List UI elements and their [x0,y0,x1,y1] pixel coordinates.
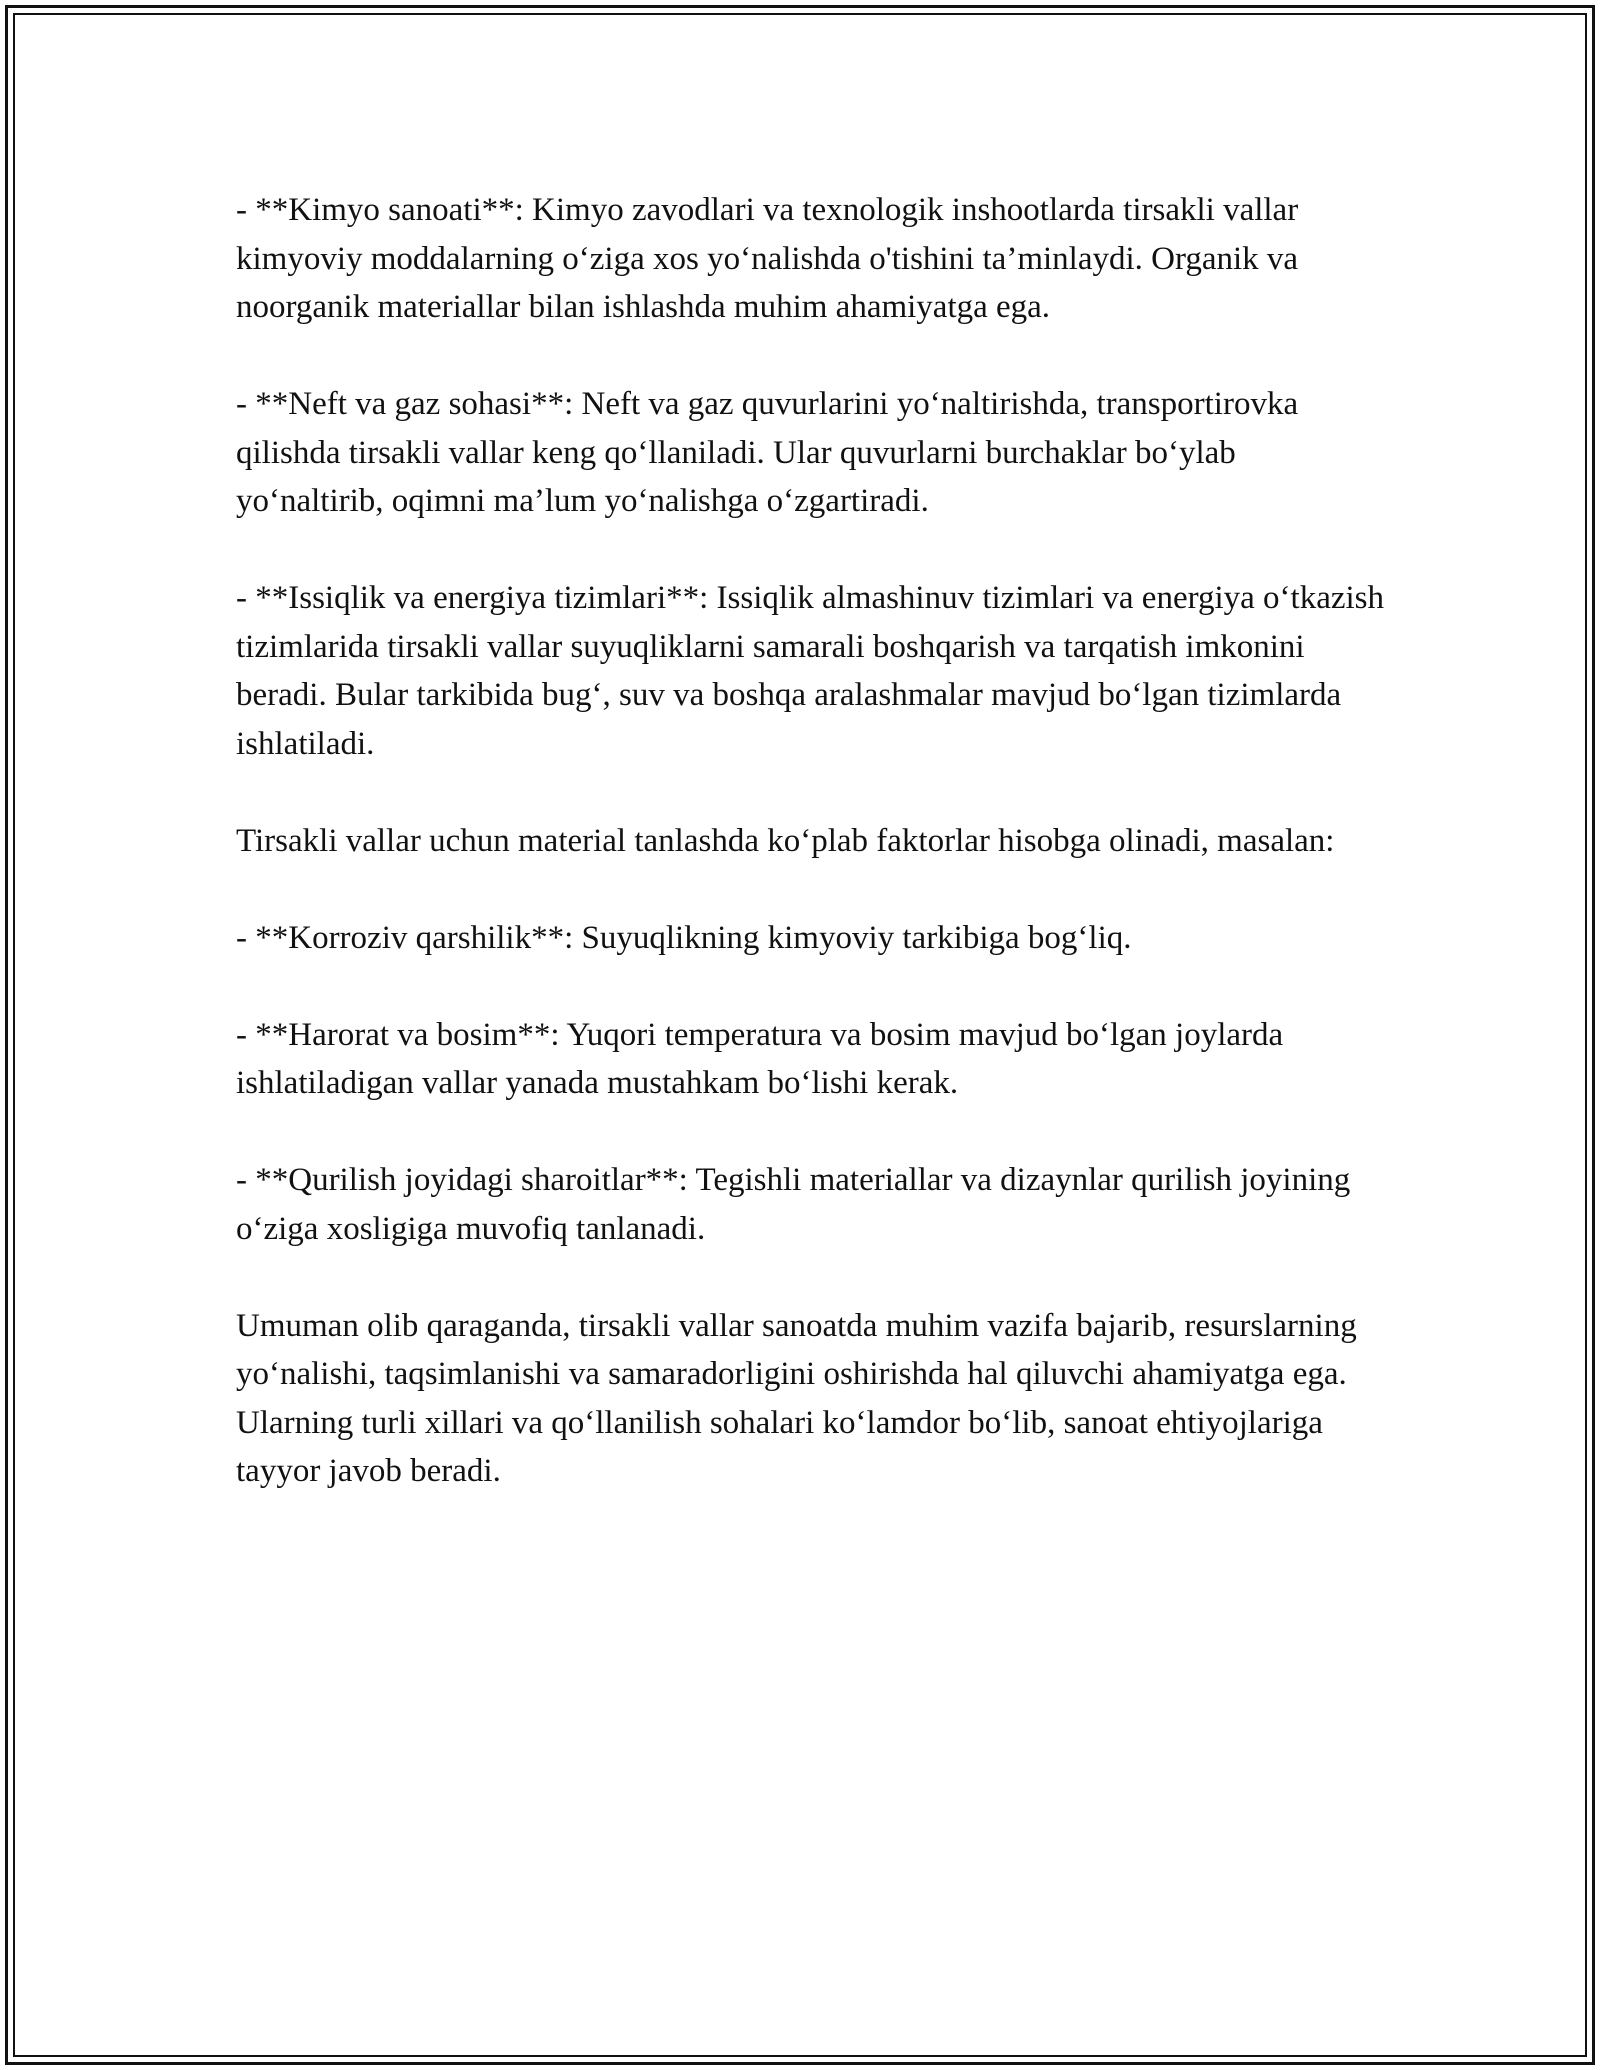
paragraph-harorat-bosim: - **Harorat va bosim**: Yuqori temperatura va bosim mavjud bo‘lgan joylarda ishlatiladigan vallar yanada mustahkam bo‘lishi kerak. [236,1016,1284,1101]
paragraph-issiqlik-energiya: - **Issiqlik va energiya tizimlari**: Issiqlik almashinuv tizimlari va energiya o‘tkazish tizimlarida tirsakli vallar suyuqliklarni samarali boshqarish va tarqatish imkonini beradi. Bular tarkibida bug‘, suv va boshqa aralashmalar mavjud bo‘lgan tizimlarda ishlatiladi. [236,580,1385,762]
document-body [236,186,1386,1544]
paragraph-neft-va-gaz: - **Neft va gaz sohasi**: Neft va gaz quvurlarini yo‘naltirishda, transportirovka qilishda tirsakli vallar keng qo‘llaniladi. Ular quvurlarni burchaklar bo‘ylab yo‘naltirib, oqimni ma’lum yo‘nalishga o‘zgartiradi. [236,386,1299,519]
paragraph-qurilish-sharoitlar: - **Qurilish joyidagi sharoitlar**: Tegishli materiallar va dizaynlar qurilish joyining o‘ziga xosligiga muvofiq tanlanadi. [236,1162,1351,1247]
paragraph-kimyo-sanoati: - **Kimyo sanoati**: Kimyo zavodlari va texnologik inshootlarda tirsakli vallar kimyoviy moddalarning o‘ziga xos yo‘nalishda o'tishini ta’minlaydi. Organik va noorganik materiallar bilan ishlashda muhim ahamiyatga ega. [236,192,1299,325]
paragraph-material-tanlash: Tirsakli vallar uchun material tanlashda ko‘plab faktorlar hisobga olinadi, masalan: [236,822,1335,859]
paragraph-xulosa: Umuman olib qaraganda, tirsakli vallar sanoatda muhim vazifa bajarib, resurslarning yo‘nalishi, taqsimlanishi va samaradorligini oshirishda hal qiluvchi ahamiyatga ega. Ularning turli xillari va qo‘llanilish sohalari ko‘lamdor bo‘lib, sanoat ehtiyojlariga tayyor javob beradi. [236,1307,1357,1489]
paragraph-korroziv-qarshilik: - **Korroziv qarshilik**: Suyuqlikning kimyoviy tarkibiga bog‘liq. [236,919,1132,956]
